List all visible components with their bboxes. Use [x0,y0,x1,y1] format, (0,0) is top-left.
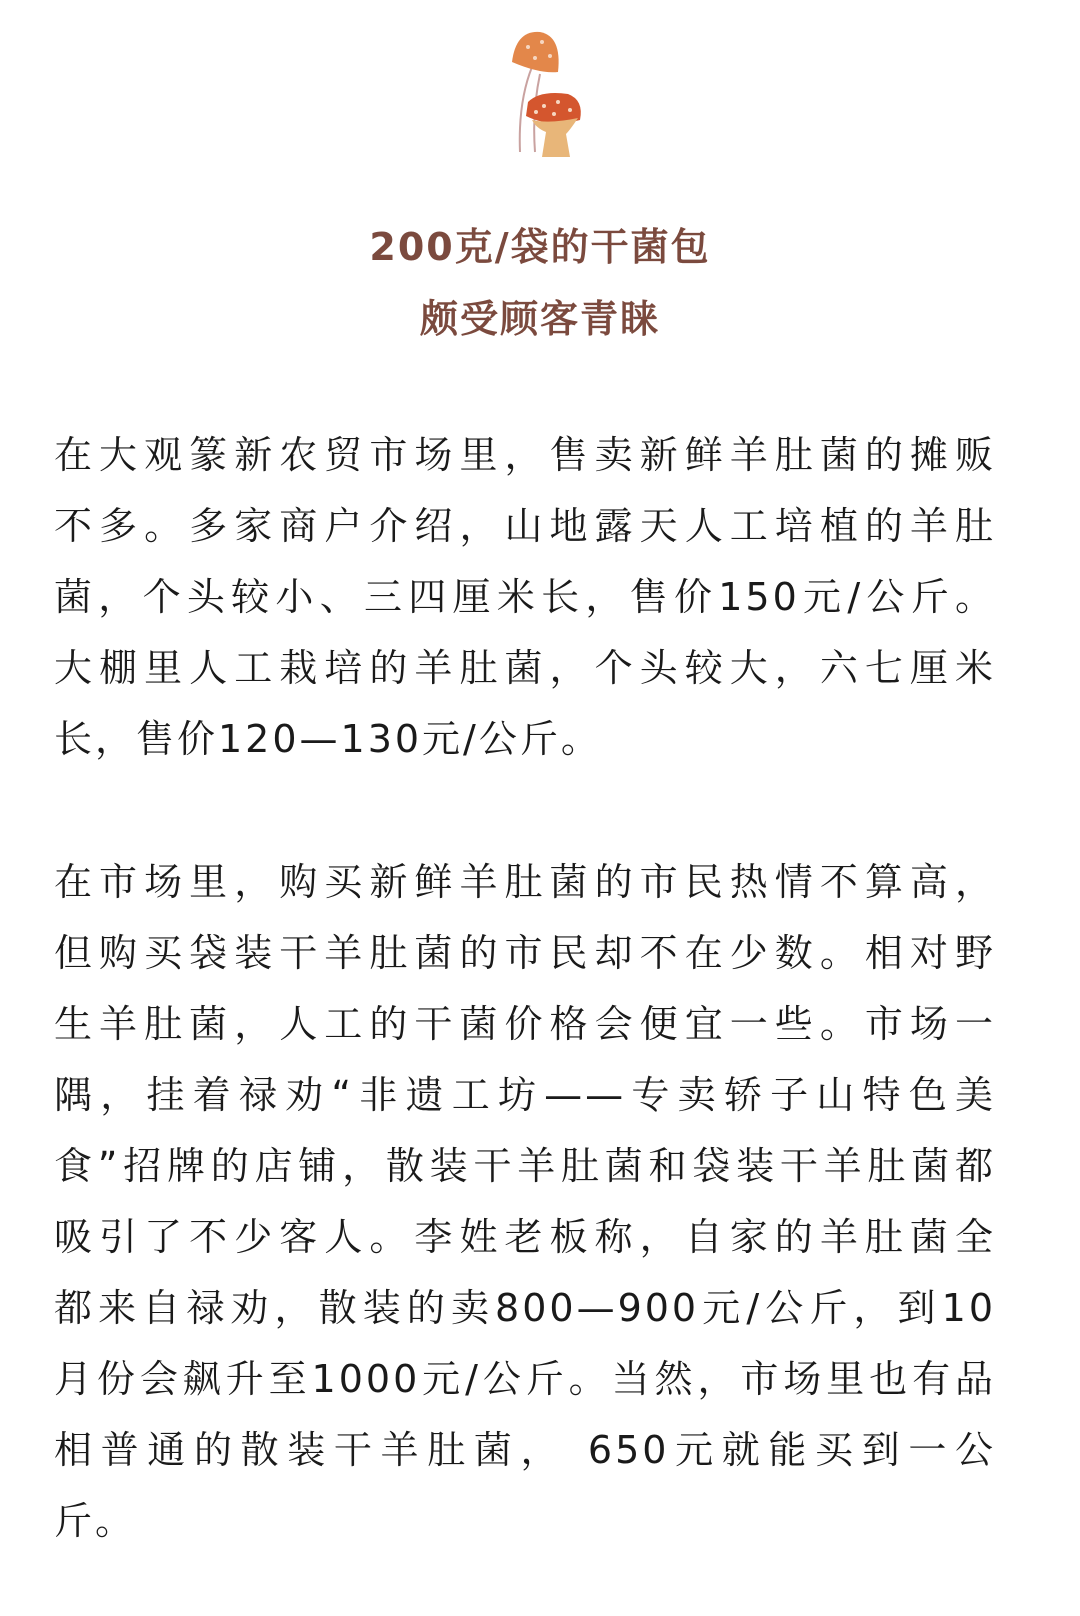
text-line: 在市场里，购买新鲜羊肚菌的市民热情不算高， [54,860,996,904]
text-line: 相普通的散装干羊肚菌， 650元就能买到一公 [54,1428,996,1472]
text-line: 食”招牌的店铺，散装干羊肚菌和袋装干羊肚菌都 [54,1144,996,1188]
text-line: 但购买袋装干羊肚菌的市民却不在少数。相对野 [54,931,996,975]
text-line: 都来自禄劝，散装的卖800—900元/公斤，到10 [54,1286,996,1330]
text-line: 菌，个头较小、三四厘米长，售价150元/公斤。 [54,575,996,619]
text-line: 长，售价120—130元/公斤。 [54,717,602,761]
text-line: 不多。多家商户介绍，山地露天人工培植的羊肚 [54,504,996,548]
text-line: 生羊肚菌，人工的干菌价格会便宜一些。市场一 [54,1002,996,1046]
headline-line-2: 颇受顾客青睐 [419,297,660,341]
text-line: 在大观篆新农贸市场里，售卖新鲜羊肚菌的摊贩 [54,433,996,477]
text-line: 斤。 [54,1499,137,1543]
paragraph-1 [54,420,996,775]
headline-line-1: 200克/袋的干菌包 [369,225,711,269]
text-line: 隅，挂着禄劝“非遗工坊——专卖轿子山特色美 [54,1073,996,1117]
text-line: 吸引了不少客人。李姓老板称，自家的羊肚菌全 [54,1215,996,1259]
mushroom-icon [480,12,600,162]
text-line: 月份会飙升至1000元/公斤。当然，市场里也有品 [54,1357,996,1401]
text-line: 大棚里人工栽培的羊肚菌，个头较大，六七厘米 [54,646,996,690]
paragraph-2 [54,847,996,1557]
